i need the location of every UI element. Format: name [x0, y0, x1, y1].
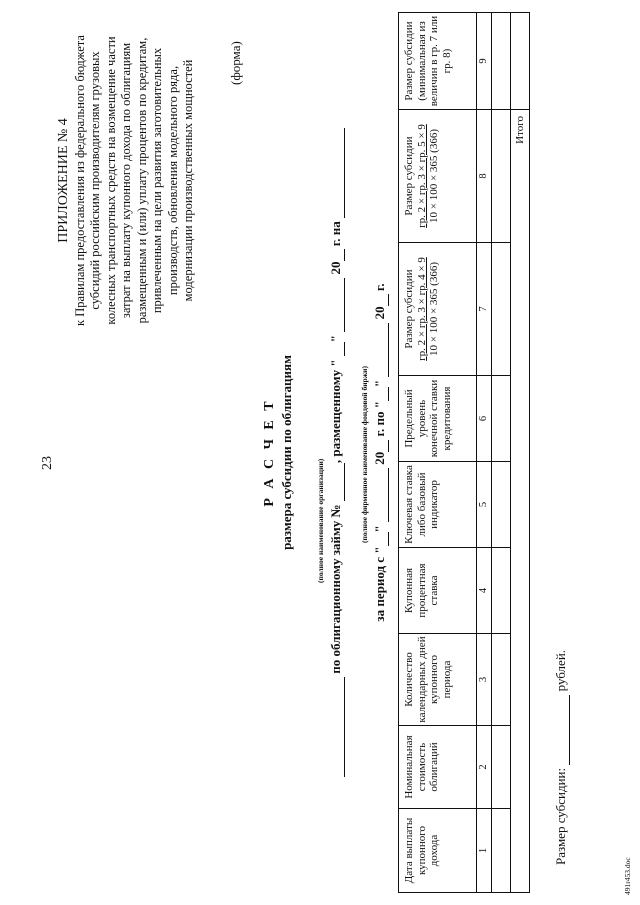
appendix-line: колесных транспортных средств на возмещение части	[103, 36, 118, 325]
data-row	[492, 13, 511, 893]
quote-close: "	[372, 525, 387, 533]
column-number: 6	[477, 376, 492, 462]
total-row	[511, 13, 530, 893]
formula-denominator: 10 × 100 × 365 (366)	[428, 129, 440, 223]
exchange-blank	[328, 128, 345, 218]
period-line	[360, 0, 389, 905]
table-cell	[492, 13, 511, 110]
table-cell	[492, 110, 511, 243]
page-number: 23	[40, 456, 55, 470]
day-blank	[328, 342, 345, 356]
appendix-line: привлеченным на цели развития заготовительных	[150, 47, 164, 314]
table-header-row	[399, 13, 477, 893]
table-cell	[492, 726, 511, 809]
subsidy-amount-line	[553, 650, 570, 865]
bond-loan-label: по облигационному займу №	[328, 504, 343, 674]
to-month-blank	[372, 323, 389, 377]
header-coupon-rate: Купонная процентная ставка	[399, 548, 477, 634]
subsidy-amount-unit: рублей.	[553, 649, 568, 692]
table-cell	[492, 376, 511, 462]
header-subsidy-label: Размер субсидии	[403, 269, 415, 349]
loan-number-blank	[328, 463, 345, 501]
column-number: 7	[477, 243, 492, 376]
org-name-blank	[328, 677, 345, 777]
appendix-line: к Правилам предоставления из федерального бюджета	[72, 35, 87, 326]
header-coupon-date: Дата выплаты купонного дохода	[399, 809, 477, 893]
table-cell	[492, 634, 511, 726]
column-number: 4	[477, 548, 492, 634]
appendix-line: производств, обновления модельного ряда,	[165, 65, 180, 296]
column-number-row	[477, 13, 492, 893]
period-to-label: г. по "	[372, 401, 387, 437]
appendix-title: ПРИЛОЖЕНИЕ № 4	[56, 118, 71, 243]
appendix-block	[56, 8, 197, 353]
subsidy-calculation-table	[398, 12, 530, 893]
placed-label: , размещенному "	[328, 359, 343, 464]
header-coupon-days: Количество календарных дней купонного периода	[399, 634, 477, 726]
table-cell	[492, 809, 511, 893]
period-from-label: за период с "	[372, 546, 387, 622]
subsidy-amount-label: Размер субсидии:	[553, 767, 568, 865]
month-blank	[328, 278, 345, 332]
appendix-line: модернизации производственных мощностей	[181, 59, 195, 302]
org-name-caption: (полное наименование организации)	[316, 458, 325, 583]
year-prefix: 20	[372, 451, 387, 465]
appendix-line: затрат на выплату купонного дохода по облигациям	[119, 42, 133, 319]
header-key-rate: Ключевая ставка либо базовый индикатор	[399, 462, 477, 548]
column-number: 8	[477, 110, 492, 243]
appendix-line: размещенным и (или) уплату процентов по кредитам,	[134, 37, 149, 324]
total-value-cell	[511, 13, 530, 110]
document-code: 491r453.doc	[623, 857, 632, 895]
document-subheading: размера субсидии по облигациям	[279, 355, 294, 550]
document-heading: Р А С Ч Е Т	[262, 398, 277, 507]
column-number: 1	[477, 809, 492, 893]
header-max-rate: Предельный уровень конечной ставки кредитования	[399, 376, 477, 462]
exchange-name-caption: (полное фирменное наименование фондовой биржи)	[360, 366, 369, 543]
table-cell	[492, 462, 511, 548]
form-label: (форма)	[228, 41, 243, 85]
column-number: 9	[477, 13, 492, 110]
appendix-line: субсидий российским производителям грузовых	[88, 51, 102, 310]
quote-close: "	[372, 379, 387, 388]
column-number: 2	[477, 726, 492, 809]
total-label: Итого	[511, 110, 530, 893]
quote-close: "	[328, 334, 343, 343]
from-month-blank	[372, 468, 389, 522]
from-day-blank	[372, 532, 389, 546]
formula-denominator: 10 × 100 × 365 (366)	[428, 262, 440, 356]
header-subsidy-min: Размер субсидии (минимальная из величин в гр. 7 или гр. 8)	[399, 13, 477, 110]
year-blank	[328, 249, 345, 261]
header-subsidy-label: Размер субсидии	[403, 136, 415, 216]
to-year-blank	[372, 294, 389, 306]
table-cell	[492, 243, 511, 376]
header-nominal-value: Номинальная стоимость облигаций	[399, 726, 477, 809]
column-number: 5	[477, 462, 492, 548]
table-cell	[492, 548, 511, 634]
year-suffix: г. на	[328, 221, 343, 247]
column-number: 3	[477, 634, 492, 726]
year-prefix: 20	[372, 306, 387, 320]
bond-loan-line	[316, 0, 345, 905]
formula-numerator: гр. 2 × гр. 3 × гр. 4 × 9	[415, 257, 428, 361]
formula-numerator: гр. 2 × гр. 3 × гр. 5 × 9	[415, 124, 428, 228]
to-day-blank	[372, 387, 389, 401]
header-subsidy-col7	[399, 243, 477, 376]
year-prefix: 20	[328, 261, 343, 275]
year-suffix: г.	[372, 283, 387, 292]
subsidy-amount-blank	[553, 695, 570, 765]
header-subsidy-col8	[399, 110, 477, 243]
from-year-blank	[372, 440, 389, 452]
